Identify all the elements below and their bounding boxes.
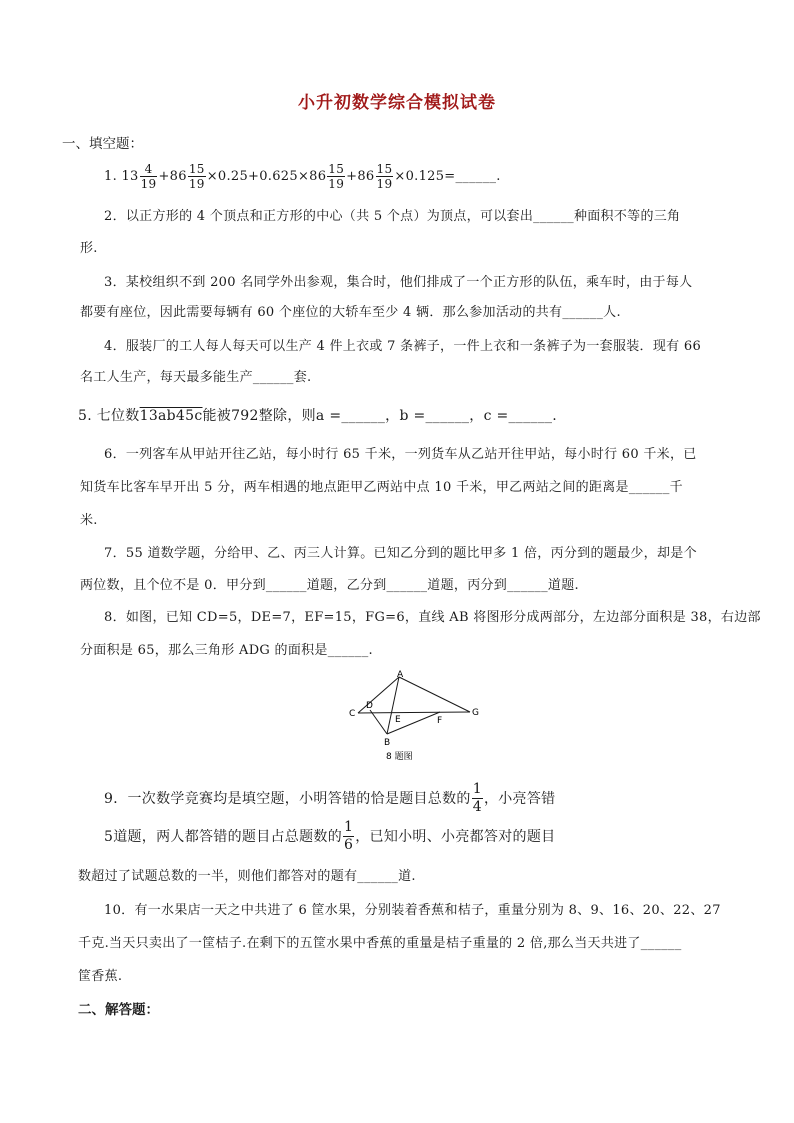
q5-suffix: 能被792整除，则a =______，b =______，c =______. bbox=[202, 408, 558, 424]
question-2-line-2: 形. bbox=[80, 241, 98, 256]
q9-text-1: 9．一次数学竞赛均是填空题，小明答错的恰是题目总数的 bbox=[104, 791, 471, 807]
q1-number: 1. bbox=[104, 168, 118, 184]
triangle-figure bbox=[340, 668, 490, 768]
question-10-line-1: 10．有一水果店一天之中共进了 6 筐水果，分别装着香蕉和桔子，重量分别为 8、9、16、20、22、27 bbox=[104, 903, 721, 918]
q9-text-3: 5道题，两人都答错的题目占总题数的 bbox=[104, 829, 343, 845]
q1-whole: 13 bbox=[121, 168, 139, 184]
question-9-line-3: 数超过了试题总数的一半，则他们都答对的题有______道. bbox=[78, 869, 416, 884]
question-8-line-1: 8．如图，已知 CD=5，DE=7，EF=15，FG=6，直线 AB 将图形分成两部分，左边部分面积是 38，右边部 bbox=[104, 610, 761, 625]
q1-fraction-2: $\frac{15}{19}$ bbox=[188, 161, 205, 191]
question-7-line-1: 7．55 道数学题，分给甲、乙、丙三人计算。已知乙分到的题比甲多 1 倍，丙分到的题最少，却是个 bbox=[104, 546, 697, 561]
question-10-line-2: 千克.当天只卖出了一筐桔子.在剩下的五筐水果中香蕉的重量是桔子重量的 2 倍,那么当天共进了______ bbox=[78, 936, 682, 951]
q9-fraction-2: $\frac{1}{6}$ bbox=[344, 818, 354, 853]
question-6-line-1: 6．一列客车从甲站开往乙站，每小时行 65 千米，一列货车从乙站开往甲站，每小时行 60 千米，已 bbox=[104, 447, 697, 462]
section-fill-in: 一、填空题： bbox=[62, 136, 143, 152]
question-6-line-2: 知货车比客车早开出 5 分，两车相遇的地点距甲乙两站中点 10 千米，甲乙两站之间的距离是______千 bbox=[80, 480, 683, 495]
question-3-line-1: 3．某校组织不到 200 名同学外出参观，集合时，他们排成了一个正方形的队伍，乘车时，由于每人 bbox=[104, 275, 693, 290]
q1-part-4: +86 bbox=[346, 168, 375, 184]
question-6-line-3: 米. bbox=[80, 513, 98, 528]
q9-text-4: ，已知小明、小亮都答对的题目 bbox=[355, 829, 556, 845]
q5-prefix: 5. 七位数 bbox=[78, 408, 140, 424]
q1-part-3: ×0.25+0.625×86 bbox=[206, 168, 327, 184]
label-b: B bbox=[384, 738, 391, 748]
label-c: C bbox=[349, 709, 356, 719]
q1-part-2: +86 bbox=[158, 168, 187, 184]
label-d: D bbox=[366, 701, 373, 711]
q1-fraction-1: $\frac{4}{19}$ bbox=[140, 161, 157, 191]
q1-fraction-3: $\frac{15}{19}$ bbox=[328, 161, 345, 191]
line-ag bbox=[399, 677, 470, 712]
label-f: F bbox=[437, 716, 443, 726]
section-solve: 二、解答题： bbox=[78, 1002, 159, 1018]
question-8-line-2: 分面积是 65，那么三角形 ADG 的面积是______. bbox=[80, 643, 373, 658]
question-4-line-1: 4．服装厂的工人每人每天可以生产 4 件上衣或 7 条裤子，一件上衣和一条裤子为一套服装．现有 66 bbox=[104, 339, 702, 354]
question-1 bbox=[104, 159, 501, 193]
page-title: 小升初数学综合模拟试卷 bbox=[298, 93, 496, 113]
label-a: A bbox=[397, 670, 404, 680]
q9-text-2: ，小亮答错 bbox=[483, 791, 556, 807]
question-9-line-1 bbox=[104, 780, 555, 816]
question-3-line-2: 都要有座位，因此需要每辆有 60 个座位的大轿车至少 4 辆．那么参加活动的共有______人. bbox=[80, 305, 621, 320]
question-2-line-1: 2．以正方形的 4 个顶点和正方形的中心（共 5 个点）为顶点，可以套出______种面积不等的三角 bbox=[104, 209, 681, 224]
question-9-line-2 bbox=[104, 818, 555, 854]
question-4-line-2: 名工人生产，每天最多能生产______套. bbox=[80, 370, 312, 385]
q1-part-5: ×0.125=______. bbox=[394, 168, 501, 184]
q1-fraction-4: $\frac{15}{19}$ bbox=[376, 161, 393, 191]
figure-caption: 8 题图 bbox=[386, 752, 413, 762]
question-5 bbox=[78, 405, 557, 425]
q5-number: 13ab45c bbox=[139, 408, 203, 424]
line-cg bbox=[358, 712, 470, 713]
question-10-line-3: 筐香蕉. bbox=[78, 969, 123, 984]
label-g: G bbox=[472, 708, 479, 718]
question-7-line-2: 两位数，且个位不是 0．甲分到______道题，乙分到______道题，丙分到______道题. bbox=[80, 578, 579, 593]
label-e: E bbox=[395, 715, 401, 725]
line-db bbox=[370, 710, 387, 734]
q9-fraction-1: $\frac{1}{4}$ bbox=[472, 780, 482, 815]
